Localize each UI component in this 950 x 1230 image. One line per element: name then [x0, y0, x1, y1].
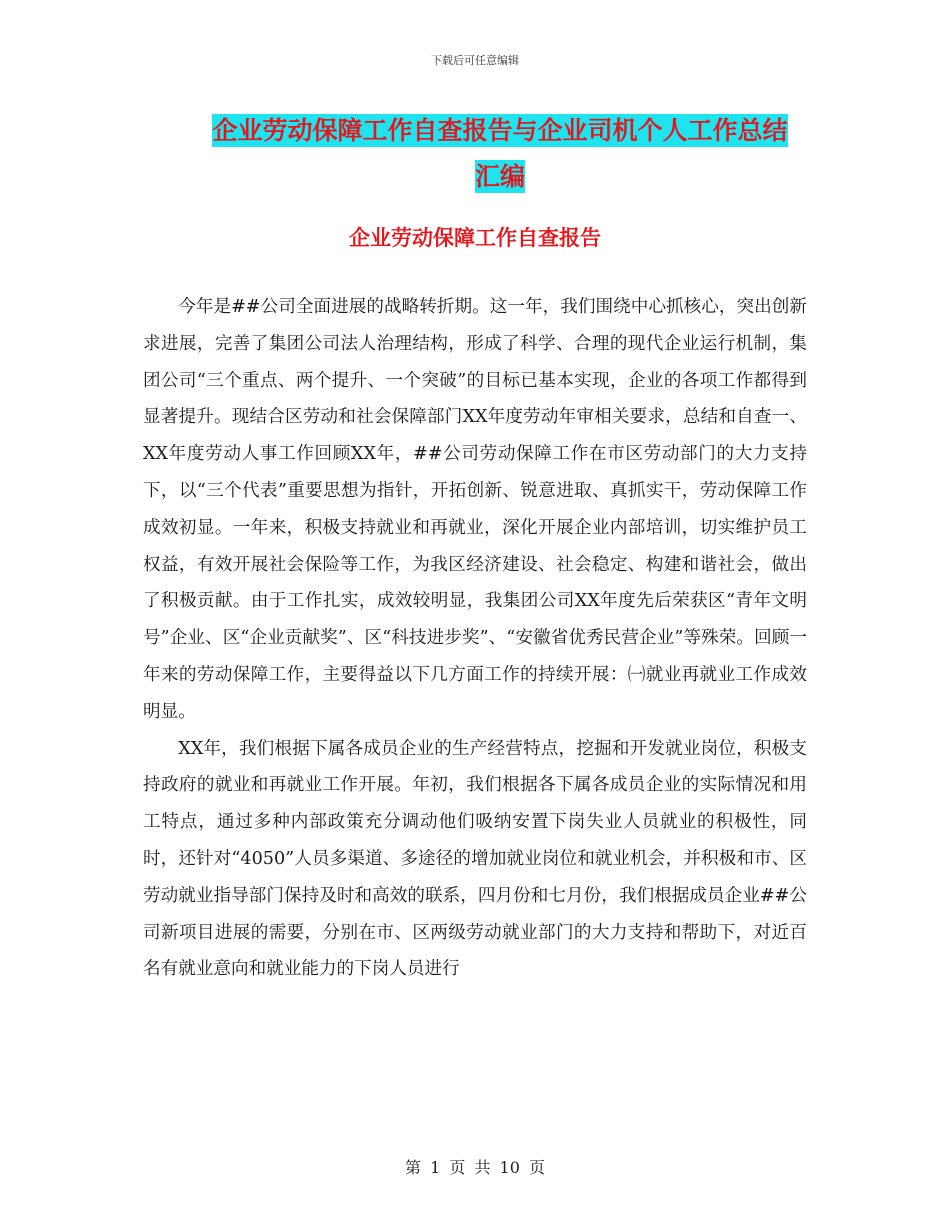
title-highlight-1: 企业劳动保障工作自查报告与企业司机个人工作总结 — [212, 116, 788, 145]
section-title: 企业劳动保障工作自查报告 — [349, 226, 601, 250]
document-title-line-1 — [140, 108, 860, 154]
header-note: 下载后可任意编辑 — [431, 54, 519, 67]
paragraph-2: XX年，我们根据下属各成员企业的生产经营特点，挖掘和开发就业岗位，积极支持政府的就业和再就业工作开展。年初，我们根据各下属各成员企业的实际情况和用工特点，通过多种内部政策充分调动他们吸纳安置下岗失业人员就业的积极性，同时，还针对“4050”人员多渠道、多途径的增加就业岗位和就业机会，并积极和市、区劳动就业指导部门保持及时和高效的联系，四月份和七月份，我们根据成员企业##公司新项目进展的需要，分别在市、区两级劳动就业部门的大力支持和帮助下，对近百名有就业意向和就业能力的下岗人员进行 — [143, 738, 807, 980]
body-text — [143, 289, 807, 988]
title-highlight-2: 汇编 — [474, 162, 525, 191]
document-title — [140, 108, 860, 200]
document-title-line-2 — [140, 154, 860, 200]
paragraph-1: 今年是##公司全面进展的战略转折期。这一年，我们围绕中心抓核心，突出创新求进展，完善了集团公司法人治理结构，形成了科学、合理的现代企业运行机制，集团公司“三个重点、两个提升、一个突破”的目标已基本实现，企业的各项工作都得到显著提升。现结合区劳动和社会保障部门XX年度劳动年审相关要求，总结和自查一、XX年度劳动人事工作回顾XX年，##公司劳动保障工作在市区劳动部门的大力支持下，以“三个代表”重要思想为指针，开拓创新、锐意进取、真抓实干，劳动保障工作成效初显。一年来，积极支持就业和再就业，深化开展企业内部培训，切实维护员工权益，有效开展社会保险等工作，为我区经济建设、社会稳定、构建和谐社会，做出了积极贡献。由于工作扎实，成效较明显，我集团公司XX年度先后荣获区“青年文明号”企业、区“企业贡献奖”、区“科技进步奖”、“安徽省优秀民营企业”等殊荣。回顾一年来的劳动保障工作，主要得益以下几方面工作的持续开展：㈠就业再就业工作成效明显。 — [143, 297, 807, 722]
page-footer: 第 1 页 共 10 页 — [405, 1158, 545, 1177]
